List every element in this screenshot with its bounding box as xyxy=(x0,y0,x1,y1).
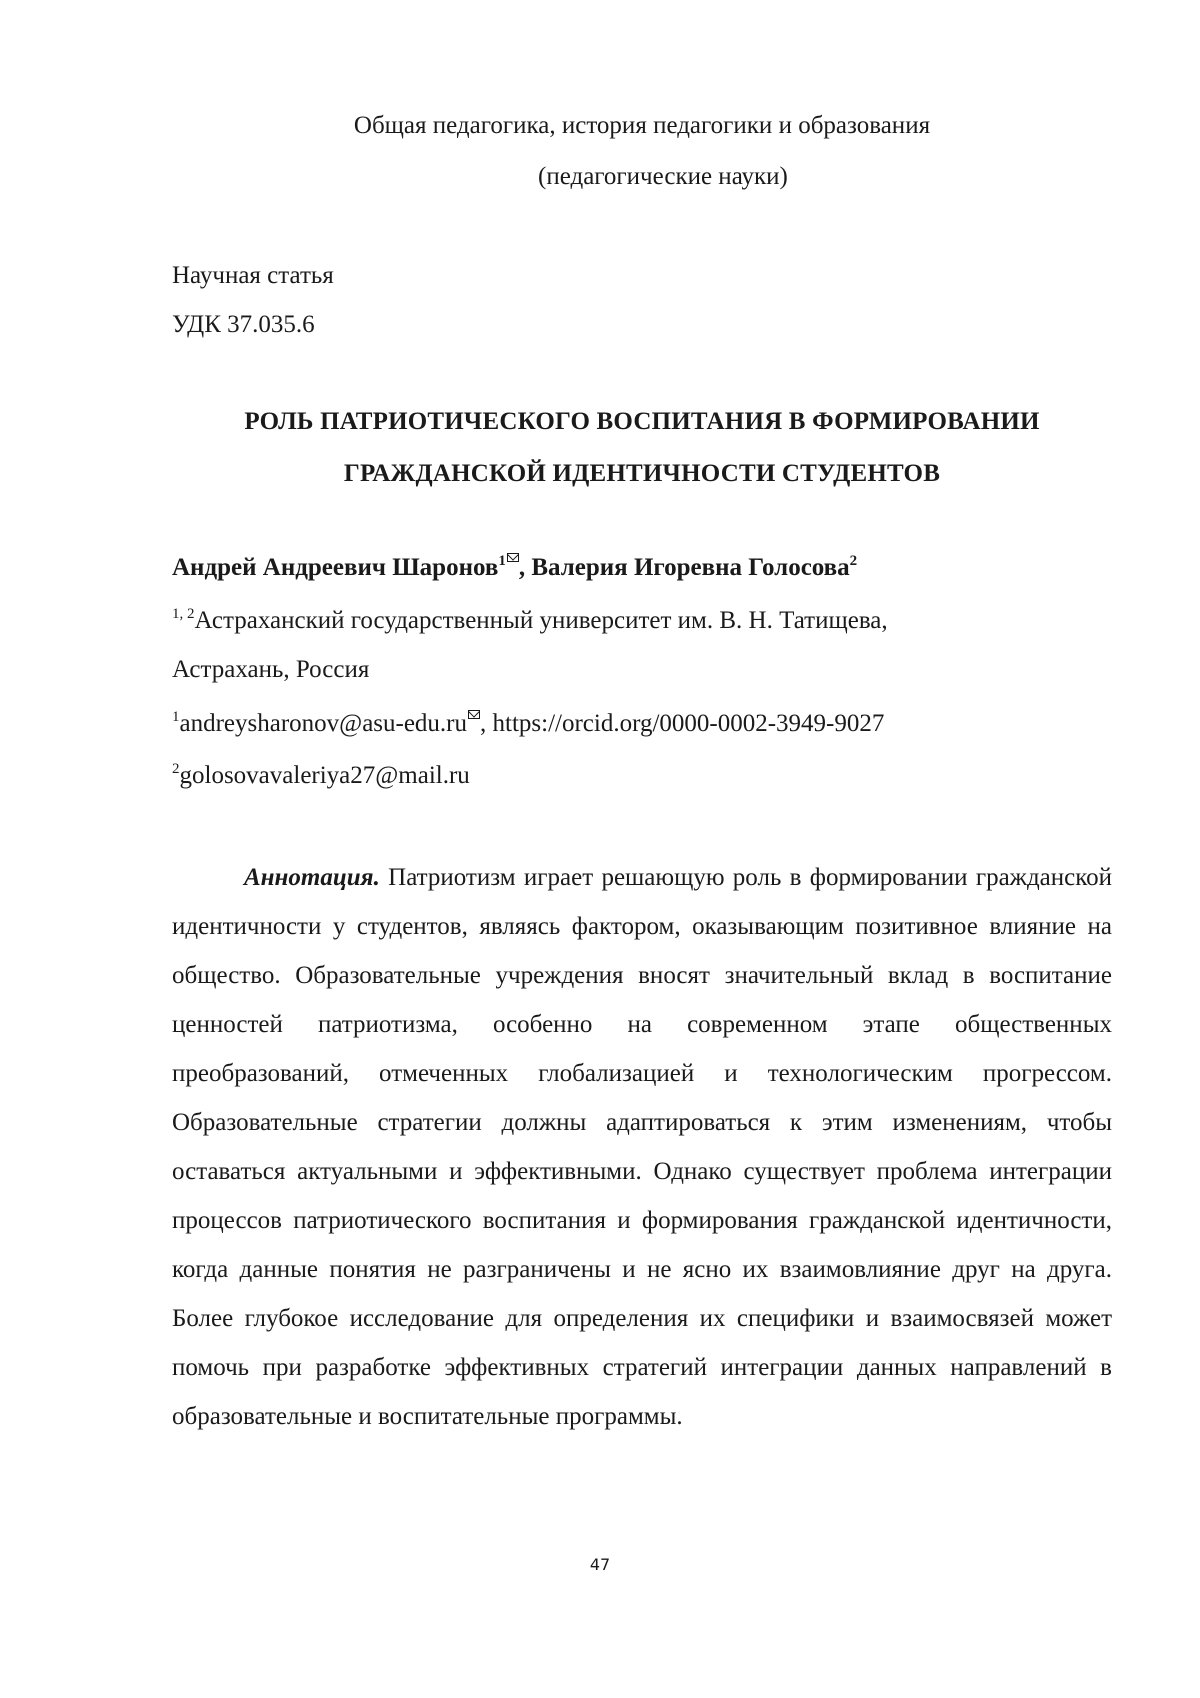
affiliation-line-1 xyxy=(172,607,888,635)
article-title-line-2: ГРАЖДАНСКОЙ ИДЕНТИЧНОСТИ СТУДЕНТОВ xyxy=(343,460,941,487)
authors-line xyxy=(172,553,857,582)
abstract-text: Патриотизм играет решающую роль в формировании гражданской идентичности у студентов, являясь фактором, оказывающим позитивное влияние на общество. Образовательные учреждения вносят значительный вклад в воспитание ценностей патриотизма, особенно на современном этапе общественных преобразований, отмеченных глобализацией и технологическим прогрессом. Образовательные стратегии должны адаптироваться к этим изменениям, чтобы оставаться актуальными и эффективными. Однако существует проблема интеграции процессов патриотического воспитания и формирования гражданской идентичности, когда данные понятия не разграничены и не ясно их взаимовлияние друг на друга. Более глубокое исследование для определения их специфики и взаимосвязей может помочь при разработке эффективных стратегий интеграции данных направлений в образовательные и воспитательные программы. xyxy=(172,864,1112,1430)
affiliation-line-2: Астрахань, Россия xyxy=(172,656,370,683)
article-title-line-1: РОЛЬ ПАТРИОТИЧЕСКОГО ВОСПИТАНИЯ В ФОРМИРОВАНИИ xyxy=(244,408,1040,435)
orcid-link[interactable]: , https://orcid.org/0000-0002-3949-9027 xyxy=(480,710,885,737)
email-line-2 xyxy=(172,762,470,790)
abstract-paragraph xyxy=(172,853,1112,1441)
abstract xyxy=(172,853,1112,1441)
udk-code: УДК 37.035.6 xyxy=(172,311,315,338)
article-type: Научная статья xyxy=(172,262,334,289)
affiliation-sup: 1, 2 xyxy=(172,606,195,622)
affiliation-text: Астраханский государственный университет им. В. Н. Татищева, xyxy=(194,607,888,634)
envelope-icon xyxy=(468,710,480,719)
email-2-sup: 2 xyxy=(172,761,180,777)
abstract-label: Аннотация. xyxy=(244,864,380,891)
envelope-icon xyxy=(507,553,519,562)
page-number: 47 xyxy=(589,1555,611,1574)
email-line-1 xyxy=(172,710,884,738)
author-2-name: Валерия Игоревна Голосова xyxy=(531,554,850,581)
email-1[interactable]: andreysharonov@asu-edu.ru xyxy=(179,710,468,737)
email-1-sup: 1 xyxy=(172,709,180,725)
author-1-name: Андрей Андреевич Шаронов xyxy=(172,554,499,581)
author-separator: , xyxy=(518,554,532,581)
section-subheading: (педагогические науки) xyxy=(538,163,788,190)
author-1-sup: 1 xyxy=(498,553,506,569)
author-2-sup: 2 xyxy=(849,553,858,569)
section-heading: Общая педагогика, история педагогики и образования xyxy=(353,112,931,139)
email-2[interactable]: golosovavaleriya27@mail.ru xyxy=(179,762,470,789)
